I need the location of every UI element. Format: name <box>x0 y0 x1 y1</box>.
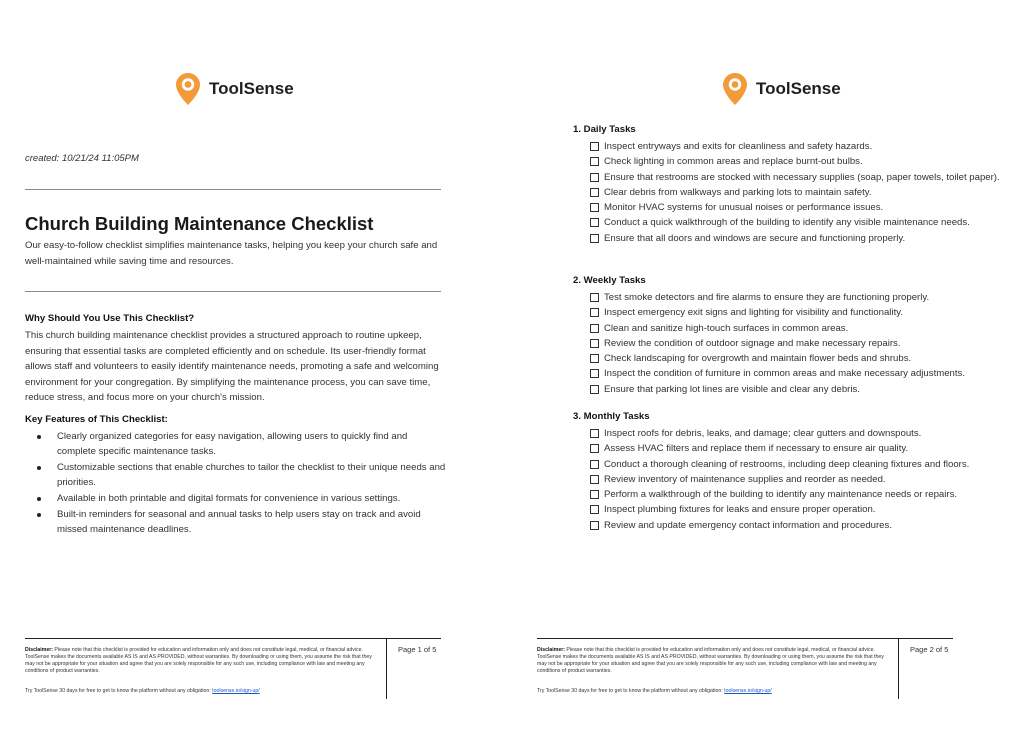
checklist-item[interactable]: Conduct a quick walkthrough of the building to identify any visible maintenance needs. <box>573 215 1013 230</box>
checkbox[interactable] <box>590 505 599 514</box>
checkbox[interactable] <box>590 157 599 166</box>
list-item: Clearly organized categories for easy navigation, allowing users to quickly find and complete specific maintenance tasks. <box>34 429 446 460</box>
checklist-item[interactable]: Clear debris from walkways and parking lots to maintain safety. <box>573 185 1013 200</box>
task-list <box>573 139 1013 246</box>
section-heading: 3. Monthly Tasks <box>573 411 650 422</box>
checkbox[interactable] <box>590 203 599 212</box>
features-heading: Key Features of This Checklist: <box>25 414 168 425</box>
checkbox[interactable] <box>590 293 599 302</box>
bullet-icon <box>37 435 41 439</box>
footer-divider <box>898 639 899 699</box>
checkbox[interactable] <box>590 475 599 484</box>
list-item: Customizable sections that enable churches to tailor the checklist to their unique needs and priorities. <box>34 460 446 491</box>
daily-tasks-section <box>573 123 1013 246</box>
checklist-item[interactable]: Conduct a thorough cleaning of restrooms, including deep cleaning fixtures and floors. <box>573 457 1013 472</box>
document-title: Church Building Maintenance Checklist <box>25 213 374 234</box>
checkbox[interactable] <box>590 324 599 333</box>
checklist-item[interactable]: Check lighting in common areas and replace burnt-out bulbs. <box>573 154 1013 169</box>
document-page-2 <box>512 0 1024 744</box>
why-paragraph: This church building maintenance checklist provides a structured approach to routine upkeep, ensuring that essential tasks are completed efficiently and on schedule. Its user-friendly format allows staff and volunteers to easily identify maintenance needs, promoting a safe and welcoming environment for your congregation. By simplifying the maintenance process, you can save time, reduce stress, and focus more on your church's mission. <box>25 330 439 403</box>
signup-link[interactable]: toolsense.io/sign-up/ <box>212 688 260 694</box>
page-number: Page 1 of 5 <box>398 645 437 654</box>
checkbox[interactable] <box>590 234 599 243</box>
trial-note: Try ToolSense 30 days for free to get to know the platform without any obligation: toolsense.io/sign-up/ <box>25 688 260 694</box>
checklist-item[interactable]: Inspect the condition of furniture in common areas and make necessary adjustments. <box>573 366 1013 381</box>
checklist-item[interactable]: Inspect entryways and exits for cleanliness and safety hazards. <box>573 139 1013 154</box>
list-item: Available in both printable and digital formats for convenience in various settings. <box>34 491 446 506</box>
location-pin-icon <box>722 72 748 106</box>
checklist-item[interactable]: Test smoke detectors and fire alarms to ensure they are functioning properly. <box>573 290 1013 305</box>
checklist-item[interactable]: Monitor HVAC systems for unusual noises or performance issues. <box>573 200 1013 215</box>
bullet-icon <box>37 466 41 470</box>
intro-paragraph: Our easy-to-follow checklist simplifies maintenance tasks, helping you keep your church safe and well-maintained while saving time and resources. <box>25 240 438 267</box>
bullet-icon <box>37 497 41 501</box>
created-timestamp: created: 10/21/24 11:05PM <box>25 153 139 164</box>
checkbox[interactable] <box>590 369 599 378</box>
task-list <box>573 426 1013 533</box>
checkbox[interactable] <box>590 521 599 530</box>
footer-divider <box>386 639 387 699</box>
bullet-icon <box>37 513 41 517</box>
checkbox[interactable] <box>590 142 599 151</box>
checkbox[interactable] <box>590 188 599 197</box>
task-list <box>573 290 1013 397</box>
checkbox[interactable] <box>590 173 599 182</box>
features-list <box>34 429 446 538</box>
checklist-item[interactable]: Perform a walkthrough of the building to identify any maintenance needs or repairs. <box>573 487 1013 502</box>
checkbox[interactable] <box>590 308 599 317</box>
checklist-item[interactable]: Review inventory of maintenance supplies and reorder as needed. <box>573 472 1013 487</box>
section-heading: 2. Weekly Tasks <box>573 275 646 286</box>
checklist-item[interactable]: Ensure that all doors and windows are secure and functioning properly. <box>573 231 1013 246</box>
checklist-item[interactable]: Review the condition of outdoor signage and make necessary repairs. <box>573 336 1013 351</box>
checklist-item[interactable]: Inspect emergency exit signs and lighting for visibility and functionality. <box>573 305 1013 320</box>
list-item: Built-in reminders for seasonal and annual tasks to help users stay on track and avoid missed maintenance deadlines. <box>34 507 446 538</box>
location-pin-icon <box>175 72 201 106</box>
brand-name: ToolSense <box>209 79 294 98</box>
checkbox[interactable] <box>590 460 599 469</box>
signup-link[interactable]: toolsense.io/sign-up/ <box>724 688 772 694</box>
page-number: Page 2 of 5 <box>910 645 949 654</box>
checklist-item[interactable]: Ensure that restrooms are stocked with necessary supplies (soap, paper towels, toilet paper). <box>573 170 1013 185</box>
disclaimer: Disclaimer: Please note that this checklist is provided for education and information only and does not constitute legal, medical, or financial advice. ToolSense makes the documents available AS IS and AS PROVIDED, without warranties. By downloading or using them, you assume the risk that they may not be appropriate for your situation and agree that you are solely responsible for any such use, including compliance with law and meeting any conditions of product warranties. <box>25 647 372 674</box>
page-footer <box>537 638 953 699</box>
monthly-tasks-section <box>573 410 1013 533</box>
checkbox[interactable] <box>590 444 599 453</box>
checklist-item[interactable]: Clean and sanitize high-touch surfaces in common areas. <box>573 321 1013 336</box>
section-heading: 1. Daily Tasks <box>573 124 636 135</box>
checklist-item[interactable]: Review and update emergency contact information and procedures. <box>573 518 1013 533</box>
divider <box>25 291 441 292</box>
checkbox[interactable] <box>590 218 599 227</box>
checklist-item[interactable]: Inspect roofs for debris, leaks, and damage; clear gutters and downspouts. <box>573 426 1013 441</box>
page-footer <box>25 638 441 699</box>
checklist-item[interactable]: Inspect plumbing fixtures for leaks and ensure proper operation. <box>573 502 1013 517</box>
toolsense-logo <box>175 72 294 106</box>
checklist-item[interactable]: Check landscaping for overgrowth and maintain flower beds and shrubs. <box>573 351 1013 366</box>
toolsense-logo <box>722 72 841 106</box>
checkbox[interactable] <box>590 385 599 394</box>
checklist-item[interactable]: Assess HVAC filters and replace them if necessary to ensure air quality. <box>573 441 1013 456</box>
trial-note: Try ToolSense 30 days for free to get to know the platform without any obligation: toolsense.io/sign-up/ <box>537 688 772 694</box>
checkbox[interactable] <box>590 339 599 348</box>
brand-name: ToolSense <box>756 79 841 98</box>
checkbox[interactable] <box>590 354 599 363</box>
why-heading: Why Should You Use This Checklist? <box>25 313 195 324</box>
checkbox[interactable] <box>590 490 599 499</box>
weekly-tasks-section <box>573 274 1013 397</box>
checklist-item[interactable]: Ensure that parking lot lines are visible and clear any debris. <box>573 382 1013 397</box>
checkbox[interactable] <box>590 429 599 438</box>
divider <box>25 189 441 190</box>
disclaimer: Disclaimer: Please note that this checklist is provided for education and information only and does not constitute legal, medical, or financial advice. ToolSense makes the documents available AS IS and AS PROVIDED, without warranties. By downloading or using them, you assume the risk that they may not be appropriate for your situation and agree that you are solely responsible for any such use, including compliance with law and meeting any conditions of product warranties. <box>537 647 884 674</box>
